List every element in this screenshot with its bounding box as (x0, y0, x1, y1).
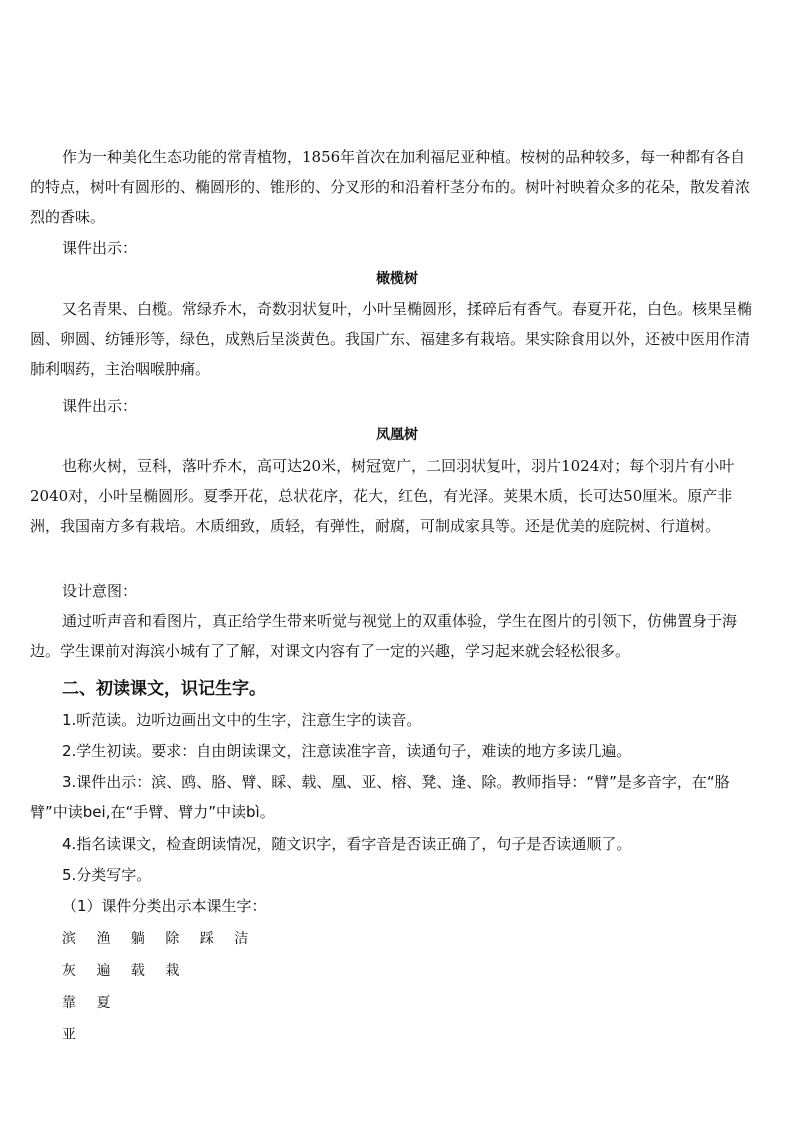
design-intent-label: 设计意图： (62, 582, 138, 600)
courseware-label: 课件出示： (62, 397, 138, 415)
char-row: 灰 遍 载 栽 (62, 963, 188, 979)
step-5: 5.分类写字。 (62, 866, 152, 884)
step-1: 1.听范读。边听边画出文中的生字，注意生字的读音。 (62, 711, 422, 729)
step-4: 4.指名读课文，检查朗读情况，随文识字，看字音是否读正确了，句子是否读通顺了。 (62, 835, 632, 853)
step-2: 2.学生初读。要求：自由朗读课文，注意读准字音，读通句子，难读的地方多读几遍。 (62, 742, 632, 760)
tree-title-olive: 橄榄树 (376, 271, 418, 287)
step-3: 3.课件出示：滨、鸥、胳、臂、睬、载、凰、亚、榕、凳、逢、除。教师指导：“臂”是多音字，在“胳臂”中读bei,在“手臂、臂力”中读bì。 (30, 773, 730, 821)
char-row: 亚 (62, 1027, 84, 1043)
step-5-sub-1: （1）课件分类出示本课生字： (62, 897, 267, 915)
design-intent-paragraph: 通过听声音和看图片，真正给学生带来听觉与视觉上的双重体验，学生在图片的引领下，仿佛置身于海边。学生课前对海滨小城有了了解，对课文内容有了一定的兴趣，学习起来就会轻松很多。 (30, 612, 738, 660)
tree-title-phoenix: 凤凰树 (376, 427, 418, 443)
section-heading: 二、初读课文，识记生字。 (62, 679, 266, 699)
char-row: 滨 渔 躺 除 踩 洁 (62, 931, 257, 947)
phoenix-tree-paragraph: 也称火树，豆科，落叶乔木，高可达20米，树冠宽广，二回羽状复叶，羽片1024对；每个羽片有小叶2040对，小叶呈椭圆形。夏季开花，总状花序，花大，红色，有光泽。荚果木质，长可达50厘米。原产非洲，我国南方多有栽培。木质细致，质轻，有弹性，耐腐，可制成家具等。还是优美的庭院树、行道树。 (30, 457, 735, 535)
courseware-label: 课件出示： (62, 239, 138, 257)
intro-paragraph: 作为一种美化生态功能的常青植物，1856年首次在加利福尼亚种植。桉树的品种较多，每一种都有各自的特点，树叶有圆形的、椭圆形的、锥形的、分叉形的和沿着杆茎分布的。树叶衬映着众多的花朵，散发着浓烈的香味。 (30, 148, 751, 226)
char-row: 靠 夏 (62, 995, 119, 1011)
olive-tree-paragraph: 又名青果、白榄。常绿乔木，奇数羽状复叶，小叶呈椭圆形，揉碎后有香气。春夏开花，白色。核果呈椭圆、卵圆、纺锤形等，绿色，成熟后呈淡黄色。我国广东、福建多有栽培。果实除食用以外，还被中医用作清肺利咽药，主治咽喉肿痛。 (30, 300, 753, 378)
